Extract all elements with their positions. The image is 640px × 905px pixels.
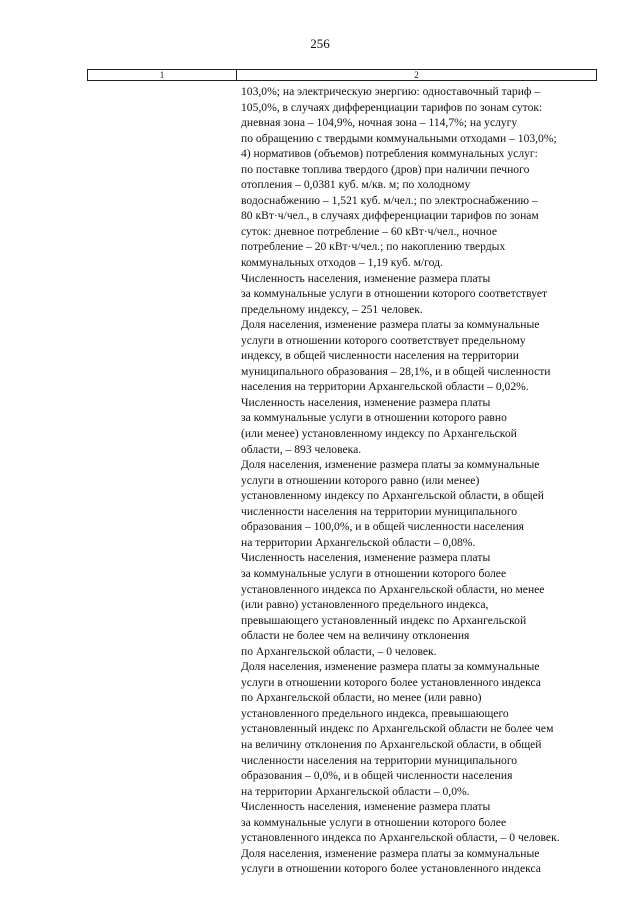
table-header-row (87, 69, 597, 81)
text-line: Доля населения, изменение размера платы за коммунальные (241, 458, 540, 472)
text-line: (или менее) установленному индексу по Архангельской (241, 427, 517, 441)
text-line: индексу, в общей численности населения на территории (241, 349, 519, 363)
text-line: Доля населения, изменение размера платы за коммунальные (241, 318, 540, 332)
text-line: превышающего установленный индекс по Архангельской (241, 613, 527, 627)
text-line: на территории Архангельской области – 0,08%. (241, 535, 476, 549)
text-line: численности населения на территории муниципального (241, 753, 518, 767)
text-line: отопления – 0,0381 куб. м/кв. м; по холодному (241, 178, 471, 192)
text-line: водоснабжению – 1,521 куб. м/чел.; по электроснабжению – (241, 193, 538, 207)
text-line: за коммунальные услуги в отношении которого более (241, 566, 507, 580)
text-line: услуги в отношении которого более установленного индекса (241, 675, 541, 689)
text-line: Доля населения, изменение размера платы за коммунальные (241, 846, 540, 860)
text-line: Доля населения, изменение размера платы за коммунальные (241, 660, 540, 674)
text-line: установленного индекса по Архангельской области, но менее (241, 582, 545, 596)
text-line: Численность населения, изменение размера платы (241, 551, 491, 565)
text-line: дневная зона – 104,9%, ночная зона – 114,7%; на услугу (241, 116, 518, 130)
text-line: установленному индексу по Архангельской области, в общей (241, 489, 544, 503)
text-line: области не более чем на величину отклонения (241, 629, 470, 643)
text-line: 80 кВт·ч/чел., в случаях дифференциации тарифов по зонам (241, 209, 539, 223)
text-line: услуги в отношении которого равно (или менее) (241, 473, 480, 487)
text-line: численности населения на территории муниципального (241, 504, 518, 518)
column-header-1: 1 (88, 70, 237, 80)
text-line: Численность населения, изменение размера платы (241, 271, 491, 285)
text-line: коммунальных отходов – 1,19 куб. м/год. (241, 256, 443, 270)
text-line: образования – 0,0%, и в общей численности населения (241, 769, 513, 783)
text-line: (или равно) установленного предельного индекса, (241, 598, 489, 612)
text-line: образования – 100,0%, и в общей численности населения (241, 520, 525, 534)
text-line: по Архангельской области, – 0 человек. (241, 644, 437, 658)
text-line: 103,0%; на электрическую энергию: одноставочный тариф – (241, 85, 541, 98)
text-line: потребление – 20 кВт·ч/чел.; по накоплению твердых (241, 240, 506, 254)
text-line: на территории Архангельской области – 0,0%. (241, 784, 470, 798)
text-line: по Архангельской области, но менее (или равно) (241, 691, 482, 705)
text-line: суток: дневное потребление – 60 кВт·ч/чел., ночное (241, 224, 497, 238)
column-header-2: 2 (414, 70, 419, 80)
text-line: установленного предельного индекса, превышающего (241, 706, 509, 720)
text-line: предельному индексу, – 251 человек. (241, 302, 423, 316)
text-line: муниципального образования – 28,1%, и в общей численности (241, 364, 551, 378)
text-line: установленного индекса по Архангельской области, – 0 человек. (241, 831, 560, 845)
body-text (241, 84, 606, 877)
page-number: 256 (310, 36, 330, 51)
text-line: области, – 893 человека. (241, 442, 362, 456)
text-line: за коммунальные услуги в отношении которого более (241, 815, 507, 829)
text-line: за коммунальные услуги в отношении которого равно (241, 411, 507, 425)
text-line: услуги в отношении которого соответствует предельному (241, 333, 526, 347)
text-line: 4) нормативов (объемов) потребления коммунальных услуг: (241, 147, 538, 161)
text-line: Численность населения, изменение размера платы (241, 395, 491, 409)
text-line: по обращению с твердыми коммунальными отходами – 103,0%; (241, 131, 557, 145)
text-line: услуги в отношении которого более установленного индекса (241, 862, 541, 876)
text-line: установленный индекс по Архангельской области не более чем (241, 722, 554, 736)
text-line: по поставке топлива твердого (дров) при наличии печного (241, 162, 530, 176)
text-line: населения на территории Архангельской области – 0,02%. (241, 380, 529, 394)
text-line: 105,0%, в случаях дифференциации тарифов по зонам суток: (241, 100, 543, 114)
text-line: за коммунальные услуги в отношении которого соответствует (241, 287, 548, 301)
text-line: на величину отклонения по Архангельской области, в общей (241, 737, 542, 751)
text-line: Численность населения, изменение размера платы (241, 800, 491, 814)
